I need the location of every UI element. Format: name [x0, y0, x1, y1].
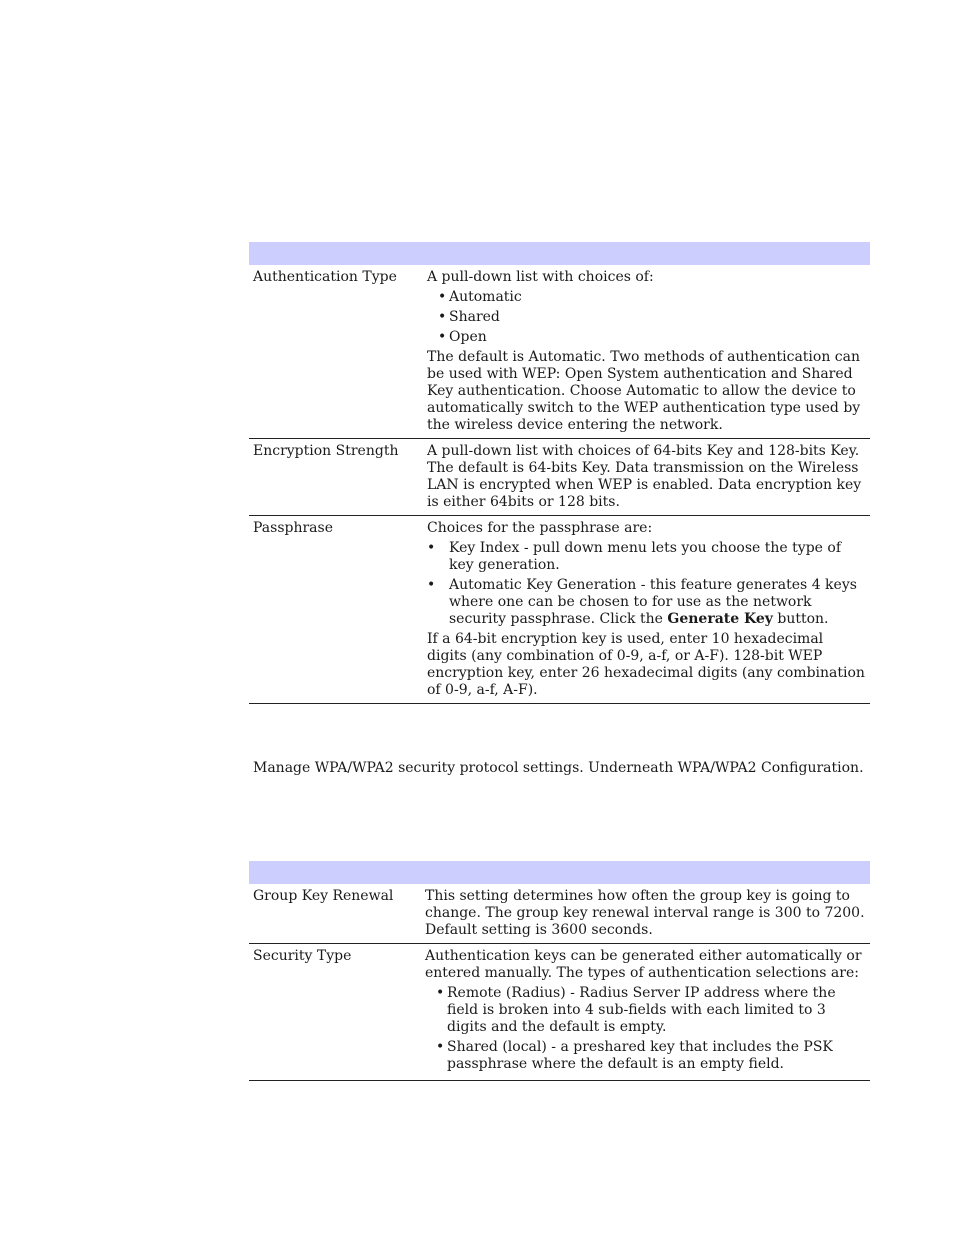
row-label: Security Type — [249, 944, 421, 1081]
row-label: Passphrase — [249, 516, 423, 704]
description-outro: The default is Automatic. Two methods of authentication can be used with WEP: Open System authentication and Shared Key authentication. Choose Automatic to allow the device to automatically switch to the WEP authentication type used by the wireless device entering the network. — [427, 349, 861, 433]
wep-settings-table — [249, 242, 870, 704]
table-header-row — [249, 242, 870, 265]
list-item: • Key Index - pull down menu lets you choose the type of key generation. — [427, 540, 866, 574]
table-row — [249, 884, 870, 944]
table-header-row — [249, 861, 870, 884]
row-label: Group Key Renewal — [249, 884, 421, 944]
description-intro: A pull-down list with choices of: — [427, 269, 654, 285]
list-item — [427, 577, 866, 628]
choice-list — [427, 289, 866, 346]
list-item: • Shared (local) - a preshared key that includes the PSK passphrase where the default is an empty field. — [425, 1039, 866, 1073]
row-description — [423, 516, 870, 704]
row-description — [423, 265, 870, 439]
row-description — [421, 884, 870, 944]
list-item: • Automatic — [427, 289, 866, 306]
generate-key-label: Generate Key — [667, 611, 773, 627]
table-row — [249, 265, 870, 439]
row-description — [421, 944, 870, 1081]
list-item: • Shared — [427, 309, 866, 326]
list-item-text: button. — [772, 611, 829, 627]
list-item: • Remote (Radius) - Radius Server IP address where the field is broken into 4 sub-fields with each limited to 3 digits and the default is empty. — [425, 985, 866, 1036]
choice-list — [427, 540, 866, 628]
choice-list — [425, 985, 866, 1073]
table-header-cell — [249, 861, 870, 884]
table-header-cell — [249, 242, 870, 265]
table-row — [249, 944, 870, 1081]
list-item-text: Automatic Key Generation - this feature generates 4 keys where one can be chosen to for use as the network security passphrase. Click the — [449, 577, 857, 627]
description-outro: If a 64-bit encryption key is used, enter 10 hexadecimal digits (any combination of 0-9, a-f, or A-F). 128-bit WEP encryption key, enter 26 hexadecimal digits (any combination of 0-9, a-f, A-F). — [427, 631, 865, 698]
row-description — [423, 439, 870, 516]
description-text: A pull-down list with choices of 64-bits Key and 128-bits Key. The default is 64-bits Key. Data transmission on the Wireless LAN is encrypted when WEP is enabled. Data encryption key is either 64bits or 128 bits. — [427, 443, 862, 510]
description-intro: Authentication keys can be generated either automatically or entered manually. The types of authentication selections are: — [425, 948, 862, 981]
wpa-intro-text: Manage WPA/WPA2 security protocol settings. Underneath WPA/WPA2 Configuration. — [253, 760, 864, 776]
description-text: This setting determines how often the group key is going to change. The group key renewal interval range is 300 to 7200. Default setting is 3600 seconds. — [425, 888, 865, 938]
description-intro: Choices for the passphrase are: — [427, 520, 653, 536]
wpa-settings-table — [249, 861, 870, 1081]
table-row — [249, 439, 870, 516]
table-row — [249, 516, 870, 704]
list-item: • Open — [427, 329, 866, 346]
row-label: Encryption Strength — [249, 439, 423, 516]
row-label: Authentication Type — [249, 265, 423, 439]
